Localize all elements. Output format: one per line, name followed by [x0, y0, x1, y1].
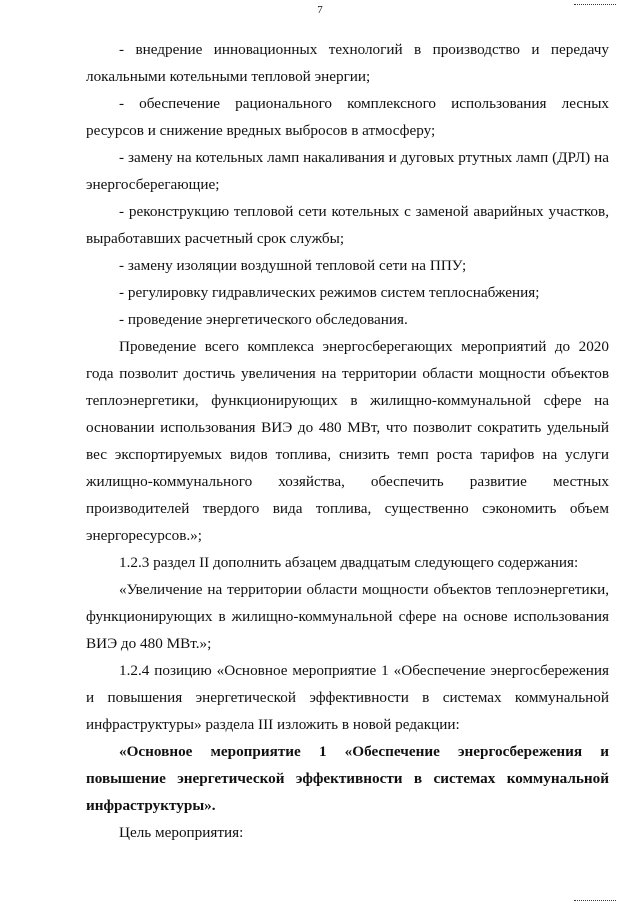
paragraph-clause-1-2-3: 1.2.3 раздел II дополнить абзацем двадцатым следующего содержания:: [119, 554, 579, 571]
list-item-innovation: - внедрение инновационных технологий в производство и передачу локальными котельными тепловой энергии;: [86, 41, 609, 85]
document-body: [86, 36, 609, 846]
list-item-forest-resources: - обеспечение рационального комплексного использования лесных ресурсов и снижение вредных выбросов в атмосферу;: [86, 95, 609, 139]
list-item-network-reconstruction: - реконструкцию тепловой сети котельных с заменой аварийных участков, выработавших расчетный срок службы;: [86, 203, 609, 247]
paragraph-summary: Проведение всего комплекса энергосберегающих мероприятий до 2020 года позволит достичь увеличения на территории области мощности объектов теплоэнергетики, функционирующих в жилищно-коммунальной сфере на основании использования ВИЭ до 480 МВт, что позволит сократить удельный вес экспортируемых видов топлива, снизить темп роста тарифов на услуги жилищно-коммунального хозяйства, обеспечить развитие местных производителей твердого вида топлива, существенно сэкономить объем энергоресурсов.»;: [86, 338, 609, 544]
list-item-energy-audit: - проведение энергетического обследования.: [119, 311, 408, 328]
paragraph-quote-increase: «Увеличение на территории области мощности объектов теплоэнергетики, функционирующих в жилищно-коммунальной сфере на основе использования ВИЭ до 480 МВт.»;: [86, 581, 609, 652]
list-item-hydraulic-regulation: - регулировку гидравлических режимов систем теплоснабжения;: [119, 284, 540, 301]
list-item-lamp-replacement: - замену на котельных ламп накаливания и дуговых ртутных ламп (ДРЛ) на энергосберегающие;: [86, 149, 609, 193]
paragraph-clause-1-2-4: 1.2.4 позицию «Основное мероприятие 1 «Обеспечение энергосбережения и повышения энергетической эффективности в системах коммунальной инфраструктуры» раздела III изложить в новой редакции:: [86, 662, 609, 733]
list-item-insulation: - замену изоляции воздушной тепловой сети на ППУ;: [119, 257, 467, 274]
scan-mark-bottom: [574, 900, 616, 901]
paragraph-main-measure-heading: «Основное мероприятие 1 «Обеспечение энергосбережения и повышение энергетической эффективности в системах коммунальной инфраструктуры».: [86, 743, 609, 814]
page-number: 7: [317, 4, 323, 16]
paragraph-measure-goal: Цель мероприятия:: [119, 824, 244, 841]
